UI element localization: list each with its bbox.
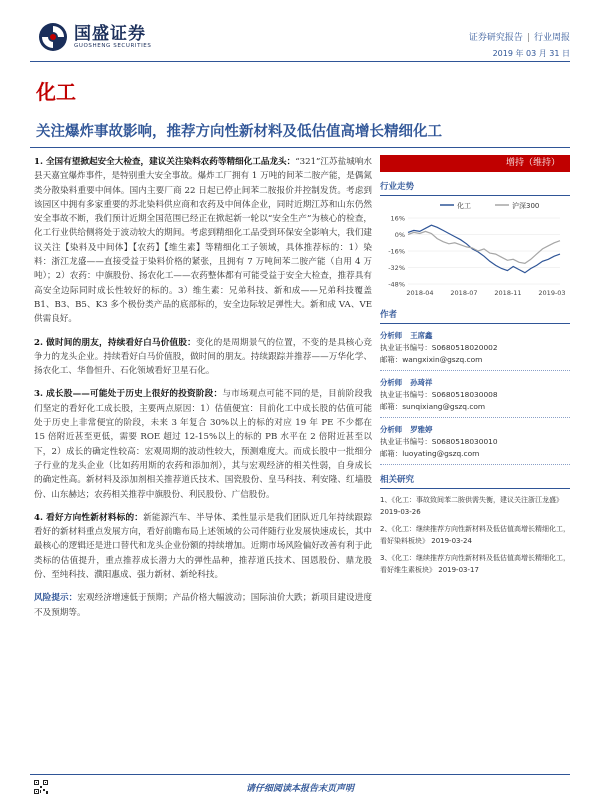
related-date: 2019-03-24	[431, 536, 472, 545]
report-type	[469, 30, 570, 43]
trend-section-title: 行业走势	[380, 180, 570, 196]
report-subtype-label: 行业周报	[533, 33, 570, 43]
cert-label: 执业证书编号：	[380, 343, 432, 352]
report-date: 2019 年 03 月 31 日	[492, 49, 570, 58]
analyst-card	[380, 371, 570, 418]
body-paragraph	[34, 387, 372, 501]
company-logo	[38, 22, 151, 52]
cert-number: S0680518020002	[431, 343, 498, 352]
report-body	[34, 155, 372, 629]
x-tick-label: 2019-03	[538, 289, 566, 297]
analyst-name: 孙琦祥	[410, 378, 433, 387]
related-title: 3、《化工：继续推荐方向性新材料及低估值高增长精细化工，看好维生素板块》	[380, 554, 570, 574]
report-title: 关注爆炸事故影响，推荐方向性新材料及低估值高增长精细化工	[36, 124, 442, 140]
trend-chart-svg	[380, 196, 570, 300]
y-tick-label: 16%	[390, 214, 405, 223]
analyst-role: 分析师	[380, 425, 403, 434]
title-divider	[30, 147, 570, 148]
analyst-card	[380, 324, 570, 371]
x-tick-label: 2018-11	[494, 289, 522, 297]
email-label: 邮箱：	[380, 449, 403, 458]
x-tick-label: 2018-07	[450, 289, 478, 297]
paragraph-lead: 4. 看好方向性新材料标的：	[34, 512, 144, 523]
related-item[interactable]	[380, 495, 570, 518]
y-tick-label: -16%	[388, 247, 405, 256]
risk-lead: 风险提示：	[34, 593, 78, 604]
report-type-label: 证券研究报告	[468, 33, 523, 43]
cert-label: 执业证书编号：	[380, 437, 432, 446]
paragraph-lead: 1. 全国有望掀起安全大检查，建议关注染料农药等精细化工品龙头：	[34, 157, 296, 167]
analyst-name: 王席鑫	[410, 331, 433, 340]
footer-notice: 请仔细阅读本报告末页声明	[245, 784, 354, 794]
paragraph-lead: 2. 做时间的朋友，持续看好白马价值股：	[34, 337, 196, 348]
paragraph-lead: 3. 成长股——可能处于历史上很好的投资阶段：	[34, 389, 223, 400]
logo-chinese-name: 国盛证券	[74, 24, 146, 44]
footer-divider	[30, 774, 570, 775]
risk-text: 宏观经济增速低于预期；产品价格大幅波动；国际油价大跌；新项目建设进度不及预期等。	[34, 593, 372, 618]
related-research-list	[380, 495, 570, 576]
related-item[interactable]	[380, 553, 570, 576]
body-paragraph	[34, 511, 372, 582]
related-date: 2019-03-17	[438, 565, 479, 574]
industry-trend-chart	[380, 196, 570, 300]
risk-warning	[34, 591, 372, 620]
body-paragraph	[34, 155, 372, 327]
page-header	[0, 0, 600, 62]
legend-label: 沪深300	[512, 202, 540, 210]
rating-badge: 增持（维持）	[380, 155, 570, 172]
body-paragraph	[34, 336, 372, 379]
sidebar	[380, 155, 570, 576]
analyst-email[interactable]: sunqixiang@gszq.com	[402, 402, 486, 411]
cert-number: S0680518030010	[431, 437, 498, 446]
related-item[interactable]	[380, 524, 570, 547]
related-title: 2、《化工：继续推荐方向性新材料及低估值高增长精细化工，看好染料板块》	[380, 525, 570, 545]
analyst-name: 罗雅婷	[410, 425, 433, 434]
guosheng-logo-icon	[38, 22, 68, 52]
analysts-section-title: 作者	[380, 308, 570, 324]
legend-label: 化工	[457, 202, 471, 210]
paragraph-text: 变化的是周期景气的位置，不变的是具核心竞争力的龙头企业。持续看好白马价值股，做时间的朋友。持续跟踪并推荐——万华化学、扬农化工、华鲁恒升、石化领域看好卫星石化。	[34, 337, 372, 377]
header-divider	[30, 61, 570, 62]
logo-english-name: GUOSHENG SECURITIES	[74, 43, 152, 49]
sector-name: 化工	[36, 80, 76, 104]
cert-label: 执业证书编号：	[380, 390, 432, 399]
cert-number: S0680518030008	[431, 390, 498, 399]
analyst-email[interactable]: wangxixin@gszq.com	[402, 355, 483, 364]
y-tick-label: -48%	[388, 280, 405, 289]
analyst-email[interactable]: luoyating@gszq.com	[402, 449, 480, 458]
y-tick-label: -32%	[388, 264, 405, 272]
analyst-card	[380, 418, 570, 465]
analyst-role: 分析师	[380, 331, 403, 340]
email-label: 邮箱：	[380, 402, 403, 411]
related-date: 2019-03-26	[380, 507, 421, 516]
paragraph-text: 与市场观点可能不同的是，目前阶段我们坚定的看好化工成长股，主要两点原因：1）估值便宜：目前化工中成长股的估值可能处于历史上非常便宜的阶段，未来 3 年复合 30%以上的标的对应 19 年 PE 不少都在 15 倍附近甚至更低，需要 ROE 超过 12-15%以上的标的 PB 水平在 2 倍附近甚至以下，2）成长的确定性较高：宏观周期的波动性较大，预测难度大。而成长股中一批细分子行业的龙头企业（比如药用斯的农药和添加剂），其与宏观经济的相关性弱，自身成长的确定性高。新材料及添加剂相关推荐道氏技术、国瓷股份、皇马科技、利安隆、红墙股份、山东赫达；农药相关推荐中旗股份、利民股份、广信股份。	[34, 389, 372, 500]
paragraph-text: 新能源汽车、半导体、柔性显示是我们团队近几年持续跟踪看好的新材料重点发展方向，看好前瞻布局上述领域的公司伴随行业发展快速成长，其中最核心的逻辑还是进口替代和龙头企业份额的持续增加。近期市场风险偏好改善有利于此类标的估值提升，重点推荐成长潜力大的弹性品种，推荐道氏技术、国恩股份、鼎龙股份、至纯科技、濮阳惠成、强力新材、新纶科技。	[34, 512, 372, 581]
y-tick-label: 0%	[394, 231, 405, 239]
paragraph-text: “321”江苏盐城响水县天嘉宜爆炸事件，是特别重大安全事故。爆炸工厂拥有 1 万吨的间苯二胺产能，是偶氮类分散染料重要中间体。国内主要厂商 22 日起已停止间苯二胺报价并控制发货。考虑到该园区中拥有多家重要的苏北染料供应商和农药及中间体企业，同时近期江苏和山东仍然安全事故不断，我们预计近期全国范围已经正在掀起新一轮以“安全生产”为核心的检查，化工行业供给侧将处于波动较大的期间。考虑到精细化工品受到环保安全影响大，我们建议关注【染料及中间体】【农药】【维生素】等精细化工子领域，具体推荐标的：1）染料：浙江龙盛——直接受益于染料价格的紧张，且拥有 7 万吨间苯二胺产能（自用 4 万吨）；2）农药：中旗股份、扬农化工——农药整体都有可能受益于安全大检查，推荐具有高安全边际同时成长性较好的标的。3）维生素：兄弟科技、新和成——兄弟科技覆盖 B1、B3、B5、K3 多个极份类产品的底部标的，安全边际较足弹性大。新和成 VA、VE 供需良好。	[34, 157, 372, 325]
related-section-title: 相关研究	[380, 473, 570, 489]
series-line	[408, 231, 560, 263]
email-label: 邮箱：	[380, 355, 403, 364]
related-title: 1、《化工：事故致间苯二胺供需失衡，建议关注浙江龙盛》	[380, 496, 563, 504]
x-tick-label: 2018-04	[406, 289, 434, 297]
header-separator: |	[526, 33, 530, 43]
analyst-role: 分析师	[380, 378, 403, 387]
